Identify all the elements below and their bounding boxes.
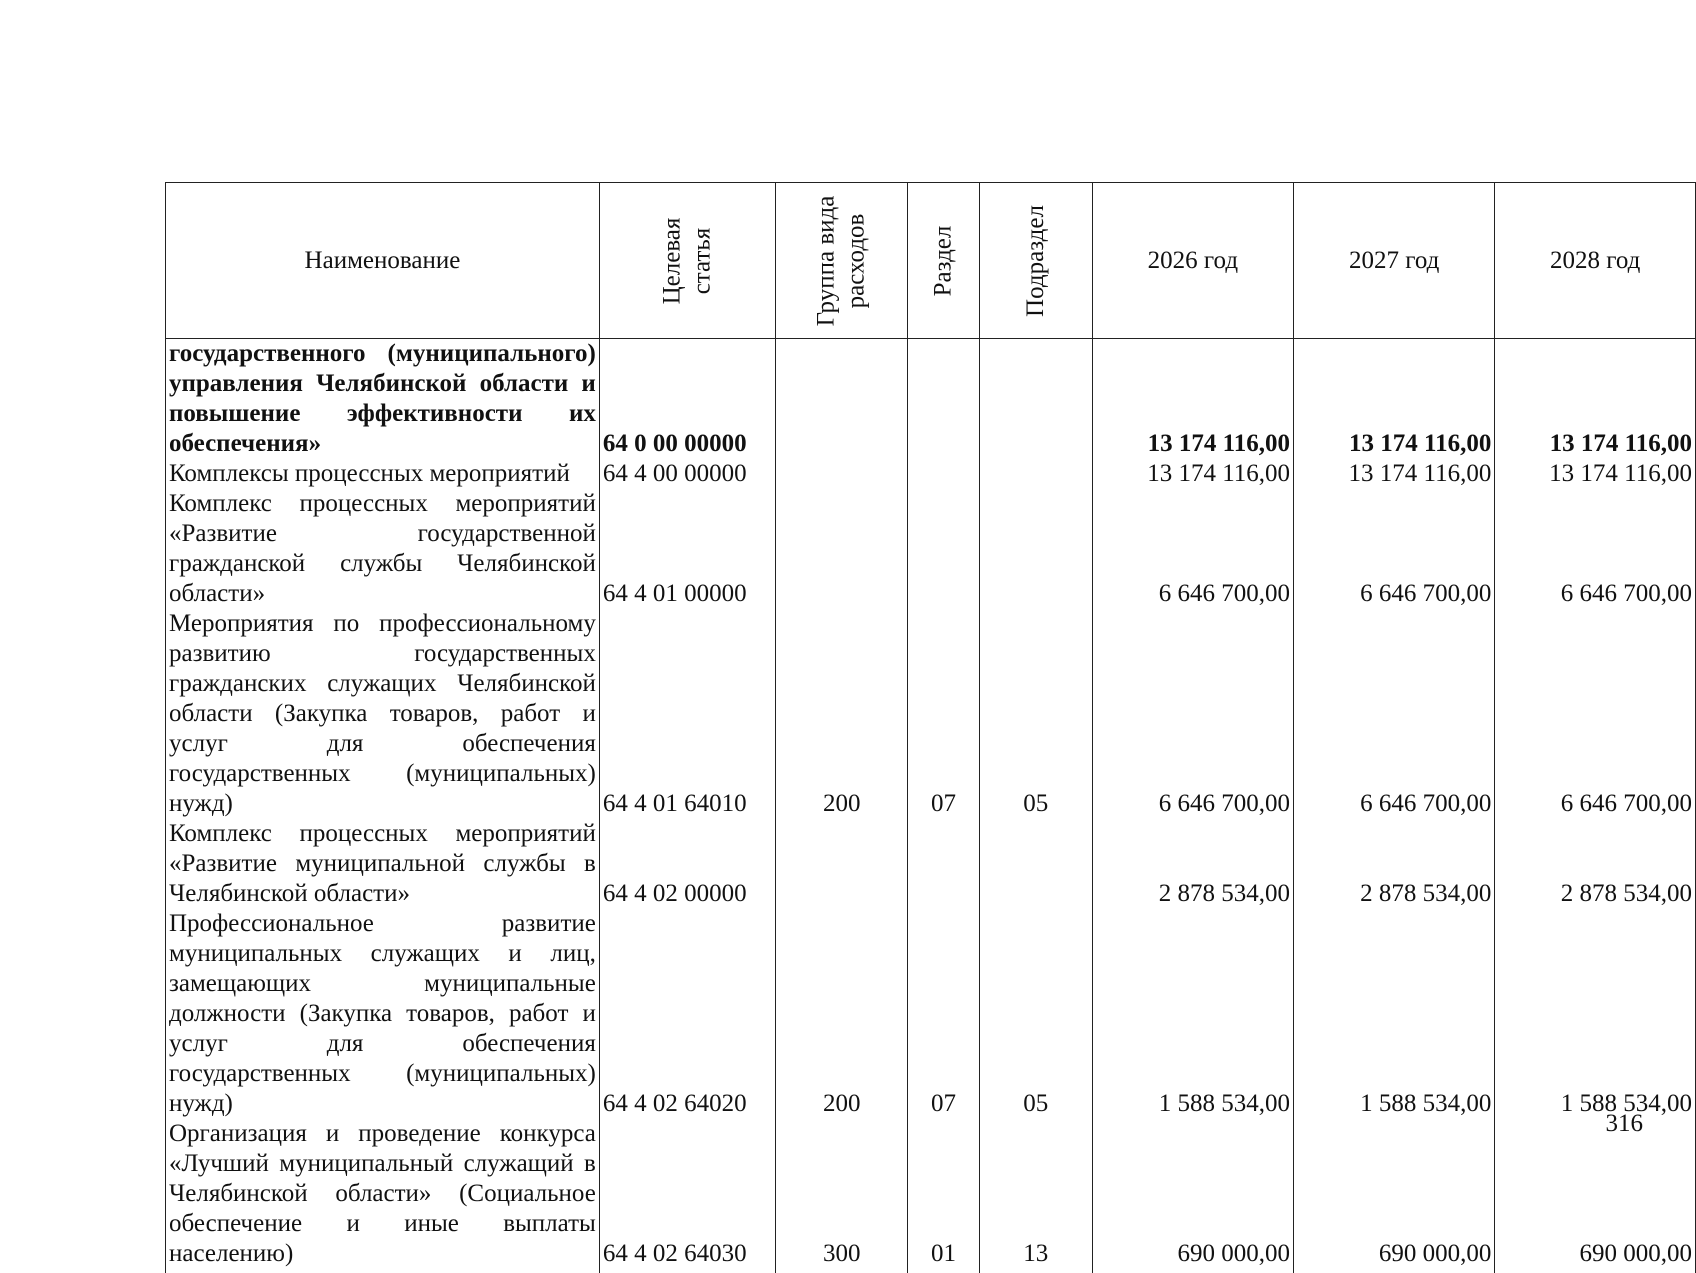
row-name: Комплексы процессных мероприятий [166,459,600,489]
row-name: государственного (муниципального) управления Челябинской области и повышение эффективности их обеспечения» [166,339,600,460]
row-amount-2028: 690 000,00 [1495,1119,1696,1273]
row-section [908,819,980,909]
row-amount-2026: 690 000,00 [1092,1119,1293,1273]
table-row [166,459,1696,489]
row-subsection [979,339,1092,460]
row-name: Профессиональное развитие муниципальных служащих и лиц, замещающих муниципальные должности (Закупка товаров, работ и услуг для обеспечения государственных (муниципальных) нужд) [166,909,600,1119]
row-expense-group [776,819,908,909]
row-subsection: 13 [979,1119,1092,1273]
row-subsection: 05 [979,609,1092,819]
row-section [908,489,980,609]
row-expense-group [776,489,908,609]
row-amount-2026: 1 588 534,00 [1092,909,1293,1119]
row-amount-2027: 1 588 534,00 [1294,909,1495,1119]
table-row [166,489,1696,609]
row-name: Мероприятия по профессиональному развитию государственных гражданских служащих Челябинской области (Закупка товаров, работ и услуг для обеспечения государственных (муниципальных) нужд) [166,609,600,819]
header-expense-group: Группа вида расходов [776,183,908,339]
header-year-2028: 2028 год [1495,183,1696,339]
row-amount-2027: 2 878 534,00 [1294,819,1495,909]
header-subsection: Подраздел [979,183,1092,339]
row-subsection: 05 [979,909,1092,1119]
table-row [166,1119,1696,1273]
row-name: Организация и проведение конкурса «Лучший муниципальный служащий в Челябинской области» (Социальное обеспечение и иные выплаты населению) [166,1119,600,1273]
row-amount-2026: 6 646 700,00 [1092,609,1293,819]
header-name: Наименование [166,183,600,339]
row-amount-2028: 1 588 534,00 [1495,909,1696,1119]
row-amount-2026: 13 174 116,00 [1092,459,1293,489]
row-amount-2027: 6 646 700,00 [1294,489,1495,609]
table-row [166,339,1696,460]
row-target-article: 64 4 01 00000 [599,489,776,609]
row-section: 07 [908,909,980,1119]
row-target-article: 64 0 00 00000 [599,339,776,460]
row-target-article: 64 4 02 64030 [599,1119,776,1273]
header-section: Раздел [908,183,980,339]
row-target-article: 64 4 00 00000 [599,459,776,489]
row-expense-group [776,459,908,489]
budget-table [165,182,1696,1273]
table-row [166,609,1696,819]
header-year-2026: 2026 год [1092,183,1293,339]
row-expense-group: 300 [776,1119,908,1273]
row-subsection [979,489,1092,609]
row-amount-2028: 6 646 700,00 [1495,609,1696,819]
row-subsection [979,819,1092,909]
table-row [166,819,1696,909]
row-target-article: 64 4 02 64020 [599,909,776,1119]
row-amount-2028: 6 646 700,00 [1495,489,1696,609]
row-name: Комплекс процессных мероприятий «Развитие государственной гражданской службы Челябинской области» [166,489,600,609]
row-expense-group [776,339,908,460]
header-target-article: Целевая статья [599,183,776,339]
row-amount-2027: 13 174 116,00 [1294,339,1495,460]
row-amount-2027: 13 174 116,00 [1294,459,1495,489]
row-expense-group: 200 [776,909,908,1119]
header-year-2027: 2027 год [1294,183,1495,339]
table-row [166,909,1696,1119]
row-amount-2028: 13 174 116,00 [1495,459,1696,489]
row-amount-2026: 2 878 534,00 [1092,819,1293,909]
row-amount-2027: 690 000,00 [1294,1119,1495,1273]
row-amount-2026: 6 646 700,00 [1092,489,1293,609]
row-expense-group: 200 [776,609,908,819]
row-amount-2028: 2 878 534,00 [1495,819,1696,909]
row-section: 07 [908,609,980,819]
row-section [908,339,980,460]
row-amount-2027: 6 646 700,00 [1294,609,1495,819]
row-subsection [979,459,1092,489]
page-number: 316 [1605,1110,1643,1137]
row-amount-2028: 13 174 116,00 [1495,339,1696,460]
row-amount-2026: 13 174 116,00 [1092,339,1293,460]
table-header-row [166,183,1696,339]
row-section [908,459,980,489]
row-target-article: 64 4 02 00000 [599,819,776,909]
row-name: Комплекс процессных мероприятий «Развитие муниципальной службы в Челябинской области» [166,819,600,909]
row-target-article: 64 4 01 64010 [599,609,776,819]
row-section: 01 [908,1119,980,1273]
